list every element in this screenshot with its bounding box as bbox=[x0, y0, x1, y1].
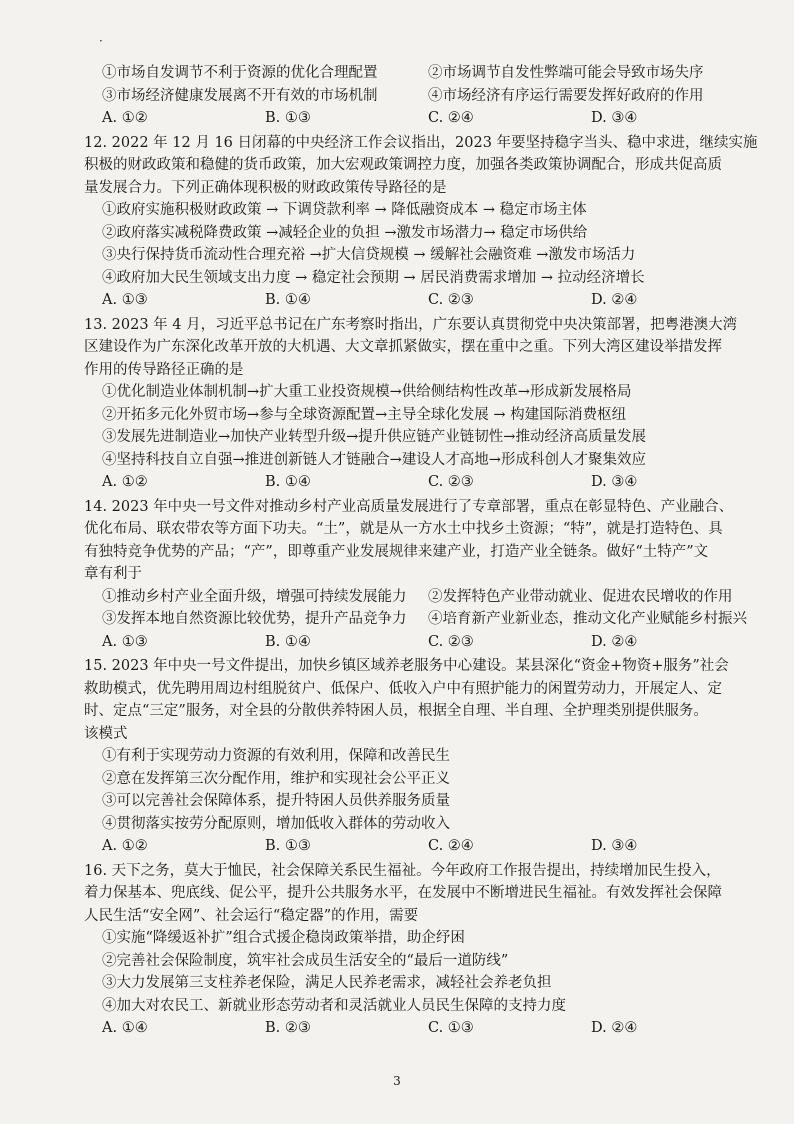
question-stem: 积极的财政政策和稳健的货币政策，加大宏观政策调控力度，加强各类政策协调配合，形成共促高质 bbox=[84, 157, 722, 173]
question-stem: 12. 2022 年 12 月 16 日闭幕的中央经济工作会议指出，2023 年要坚持稳字当头、稳中求进，继续实施 bbox=[84, 134, 758, 151]
answer-choice: A. ①② bbox=[102, 838, 148, 854]
answer-choices bbox=[102, 631, 754, 654]
answer-choice: D. ③④ bbox=[591, 474, 638, 490]
answer-choice: A. ①② bbox=[102, 110, 148, 126]
option: ①优化制造业体制机制→扩大重工业投资规模→供给侧结构性改革→形成新发展格局 bbox=[102, 384, 632, 400]
option: ①实施“降缓返补扩”组合式援企稳岗政策举措，助企纾困 bbox=[102, 930, 465, 946]
question-stem: 人民生活“安全网”、社会运行“稳定器”的作用，需要 bbox=[84, 907, 419, 924]
option: ④市场经济有序运行需要发挥好政府的作用 bbox=[428, 87, 704, 104]
question-stem: 量发展合力。下列正确体现积极的财政政策传导路径的是 bbox=[84, 179, 447, 196]
question-stem: 作用的传导路径正确的是 bbox=[84, 361, 244, 378]
answer-choice: D. ②④ bbox=[591, 633, 638, 650]
answer-choice: D. ②④ bbox=[591, 1020, 638, 1036]
option: ③大力发展第三支柱养老保险，满足人民养老需求，减轻社会养老负担 bbox=[102, 975, 552, 991]
option: ②开拓多元化外贸市场→参与全球资源配置→主导全球化发展 → 构建国际消费枢纽 bbox=[102, 406, 627, 423]
answer-choices bbox=[102, 107, 754, 130]
previous-question-options bbox=[86, 62, 754, 130]
option: ②意在发挥第三次分配作用，维护和实现社会公平正义 bbox=[102, 770, 450, 787]
option: ①有利于实现劳动力资源的有效利用，保障和改善民生 bbox=[102, 748, 450, 764]
answer-choice: A. ①② bbox=[102, 474, 148, 490]
question-13 bbox=[86, 314, 754, 494]
option: ④坚持科技自立自强→推进创新链人才链融合→建设人才高地→形成科创人才聚集效应 bbox=[102, 451, 646, 468]
option: ②政府落实减税降费政策 →减轻企业的负担 →激发市场潜力→ 稳定市场供给 bbox=[102, 224, 588, 241]
answer-choice: B. ①④ bbox=[265, 292, 311, 308]
question-stem: 15. 2023 年中央一号文件提出，加快乡镇区域养老服务中心建设。某县深化“资金+物资+服务”社会 bbox=[84, 658, 729, 674]
answer-choices bbox=[102, 835, 754, 858]
question-stem: 有独特竞争优势的产品；“产”，即尊重产业发展规律来建产业，打造产业全链条。做好“土特产”文 bbox=[84, 543, 709, 560]
answer-choice: B. ②③ bbox=[265, 1020, 311, 1036]
page-number: 3 bbox=[393, 1074, 401, 1088]
question-stem: 救助模式，优先聘用周边村组脱贫户、低保户、低收入户中有照护能力的闲置劳动力，开展定人、定 bbox=[84, 680, 722, 697]
answer-choice: C. ②③ bbox=[428, 633, 474, 650]
answer-choice: D. ②④ bbox=[591, 292, 638, 308]
question-stem: 着力保基本、兜底线、促公平，提升公共服务水平，在发展中不断增进民生福祉。有效发挥社会保障 bbox=[84, 885, 722, 901]
answer-choice: C. ②④ bbox=[428, 838, 474, 854]
question-14 bbox=[86, 496, 754, 654]
option: ④培育新产业新业态，推动文化产业赋能乡村振兴 bbox=[428, 611, 747, 627]
option: ④加大对农民工、新就业形态劳动者和灵活就业人员民生保障的支持力度 bbox=[102, 997, 566, 1014]
answer-choice: B. ①④ bbox=[265, 474, 311, 490]
option: ①政府实施积极财政政策 → 下调贷款利率 → 降低融资成本 → 稳定市场主体 bbox=[102, 202, 587, 218]
question-stem: 时、定点“三定”服务，对全县的分散供养特困人员，根据全自理、半自理、全护理类别提供服务。 bbox=[84, 703, 708, 719]
option: ④贯彻落实按劳分配原则，增加低收入群体的劳动收入 bbox=[102, 815, 450, 832]
option: ②完善社会保险制度，筑牢社会成员生活安全的“最后一道防线” bbox=[102, 952, 509, 969]
question-16 bbox=[86, 860, 754, 1040]
scan-mark: · bbox=[99, 34, 103, 48]
answer-choice: C. ②③ bbox=[428, 292, 474, 308]
option: ③市场经济健康发展离不开有效的市场机制 bbox=[102, 87, 378, 104]
option: ③央行保持货币流动性合理充裕 →扩大信贷规模 → 缓解社会融资难 →激发市场活力 bbox=[102, 247, 636, 263]
answer-choice: D. ③④ bbox=[591, 110, 638, 126]
question-stem: 区建设作为广东深化改革开放的大机遇、大文章抓紧做实，摆在重中之重。下列大湾区建设举措发挥 bbox=[84, 339, 722, 355]
option: ①推动乡村产业全面升级，增强可持续发展能力 bbox=[102, 588, 407, 605]
question-stem: 13. 2023 年 4 月，习近平总书记在广东考察时指出，广东要认真贯彻党中央决策部署，把粤港澳大湾 bbox=[84, 316, 738, 333]
option: ④政府加大民生领域支出力度 → 稳定社会预期 → 居民消费需求增加 → 拉动经济增长 bbox=[102, 269, 645, 286]
option: ②发挥特色产业带动就业、促进农民增收的作用 bbox=[428, 588, 733, 605]
question-stem: 优化布局、联农带农等方面下功夫。“土”，就是从一方水土中找乡土资源；“特”，就是打造特色、具 bbox=[84, 521, 723, 537]
answer-choice: A. ①③ bbox=[102, 292, 148, 308]
answer-choice: A. ①③ bbox=[102, 633, 148, 650]
option: ③发展先进制造业→加快产业转型升级→提升供应链产业链韧性→推动经济高质量发展 bbox=[102, 429, 646, 445]
answer-choice: C. ②③ bbox=[428, 474, 474, 490]
answer-choices bbox=[102, 289, 754, 312]
question-stem: 章有利于 bbox=[84, 566, 142, 582]
answer-choice: C. ②④ bbox=[428, 110, 474, 126]
question-stem: 16. 天下之务，莫大于恤民，社会保障关系民生福祉。今年政府工作报告提出，持续增加民生投入， bbox=[84, 862, 721, 879]
answer-choices bbox=[102, 471, 754, 494]
option: ③发挥本地自然资源比较优势，提升产品竞争力 bbox=[102, 611, 407, 627]
question-stem: 该模式 bbox=[84, 725, 128, 742]
answer-choice: C. ①③ bbox=[428, 1020, 474, 1036]
question-12 bbox=[84, 132, 758, 312]
question-stem: 14. 2023 年中央一号文件对推动乡村产业高质量发展进行了专章部署，重点在彰显特色、产业融合、 bbox=[84, 498, 734, 515]
answer-choice: B. ①③ bbox=[265, 838, 311, 854]
answer-choice: B. ①④ bbox=[265, 633, 311, 650]
answer-choice: B. ①③ bbox=[265, 110, 311, 126]
answer-choices bbox=[102, 1017, 754, 1040]
option: ②市场调节自发性弊端可能会导致市场失序 bbox=[428, 65, 704, 81]
answer-choice: D. ③④ bbox=[591, 838, 638, 854]
option: ③可以完善社会保障体系，提升特困人员供养服务质量 bbox=[102, 793, 450, 809]
option: ①市场自发调节不利于资源的优化合理配置 bbox=[102, 65, 378, 81]
question-15 bbox=[86, 655, 754, 858]
answer-choice: A. ①④ bbox=[102, 1020, 148, 1036]
